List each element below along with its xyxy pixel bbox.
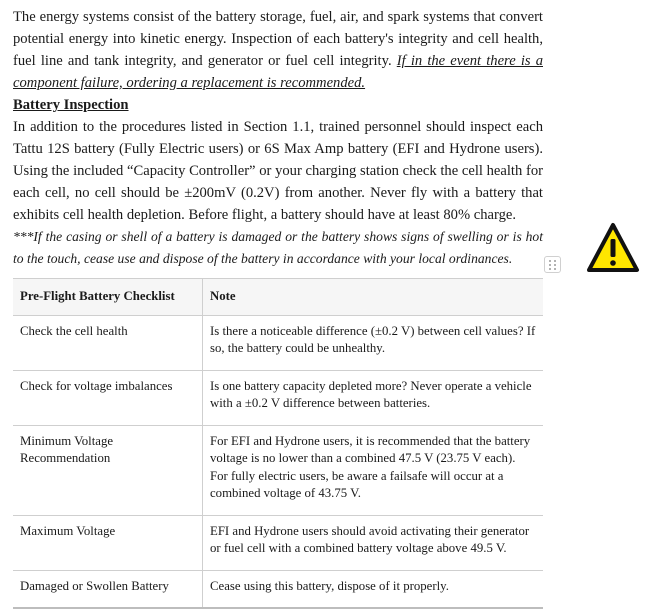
- drag-dot: [554, 268, 556, 270]
- section-paragraph: In addition to the procedures listed in Section 1.1, trained personnel should inspect each Tattu 12S battery (Fully Electric users) or 6S Max Amp battery (EFI and Hydrone users). Using the included “Capacity Controller” or your charging station check the cell health for each cell, no cell should be ±200mV (0.2V) from another. Never fly with a battery that exhibits cell health depletion. Before flight, a battery should have at least 80% charge.: [13, 119, 543, 223]
- table-cell-note: EFI and Hydrone users should avoid activating their generator or fuel cell with a combined battery voltage above 49.5 V.: [203, 515, 544, 570]
- drag-dot: [549, 260, 551, 262]
- checklist-table: [13, 278, 543, 609]
- table-cell-item: Maximum Voltage: [13, 515, 203, 570]
- table-cell-note: For EFI and Hydrone users, it is recommended that the battery voltage is no lower than a combined 47.5 V (23.75 V each). For fully electric users, be aware a failsafe will occur at a combined voltage of 43.75 V.: [203, 425, 544, 515]
- drag-dot: [554, 260, 556, 262]
- intro-paragraph: [13, 6, 543, 94]
- intro-emphasis: If in the event there is a component failure, ordering a replacement is recommended.: [13, 53, 543, 91]
- table-cell-note: Cease using this battery, dispose of it properly.: [203, 570, 544, 608]
- drag-dot: [554, 264, 556, 266]
- table-cell-item: Minimum Voltage Recommendation: [13, 425, 203, 515]
- section-heading: Battery Inspection: [13, 97, 129, 113]
- drag-handle-icon[interactable]: [544, 256, 561, 273]
- table-cell-item: Check the cell health: [13, 315, 203, 370]
- table-row: [13, 570, 543, 608]
- warning-note: ***If the casing or shell of a battery is damaged or the battery shows signs of swelling or is hot to the touch, cease use and dispose of the battery in accordance with your local ordinances.: [13, 229, 543, 266]
- column-header: Pre-Flight Battery Checklist: [13, 279, 203, 316]
- table-row: [13, 370, 543, 425]
- document-body: [13, 6, 543, 609]
- column-header: Note: [203, 279, 544, 316]
- table-row: [13, 425, 543, 515]
- intro-text: The energy systems consist of the battery storage, fuel, air, and spark systems that convert potential energy into kinetic energy. Inspection of each battery's integrity and cell health, fuel line and tank integrity, and generator or fuel cell integrity.: [13, 9, 543, 69]
- drag-dot: [549, 268, 551, 270]
- table-row: [13, 515, 543, 570]
- warning-bar: [611, 239, 616, 257]
- warning-triangle-icon: [586, 222, 640, 274]
- table-row: [13, 315, 543, 370]
- table-header-row: [13, 279, 543, 316]
- drag-dot: [549, 264, 551, 266]
- table-cell-item: Damaged or Swollen Battery: [13, 570, 203, 608]
- warning-dot: [610, 260, 616, 266]
- table-cell-note: Is one battery capacity depleted more? Never operate a vehicle with a ±0.2 V difference between batteries.: [203, 370, 544, 425]
- table-cell-note: Is there a noticeable difference (±0.2 V) between cell values? If so, the battery could be unhealthy.: [203, 315, 544, 370]
- table-cell-item: Check for voltage imbalances: [13, 370, 203, 425]
